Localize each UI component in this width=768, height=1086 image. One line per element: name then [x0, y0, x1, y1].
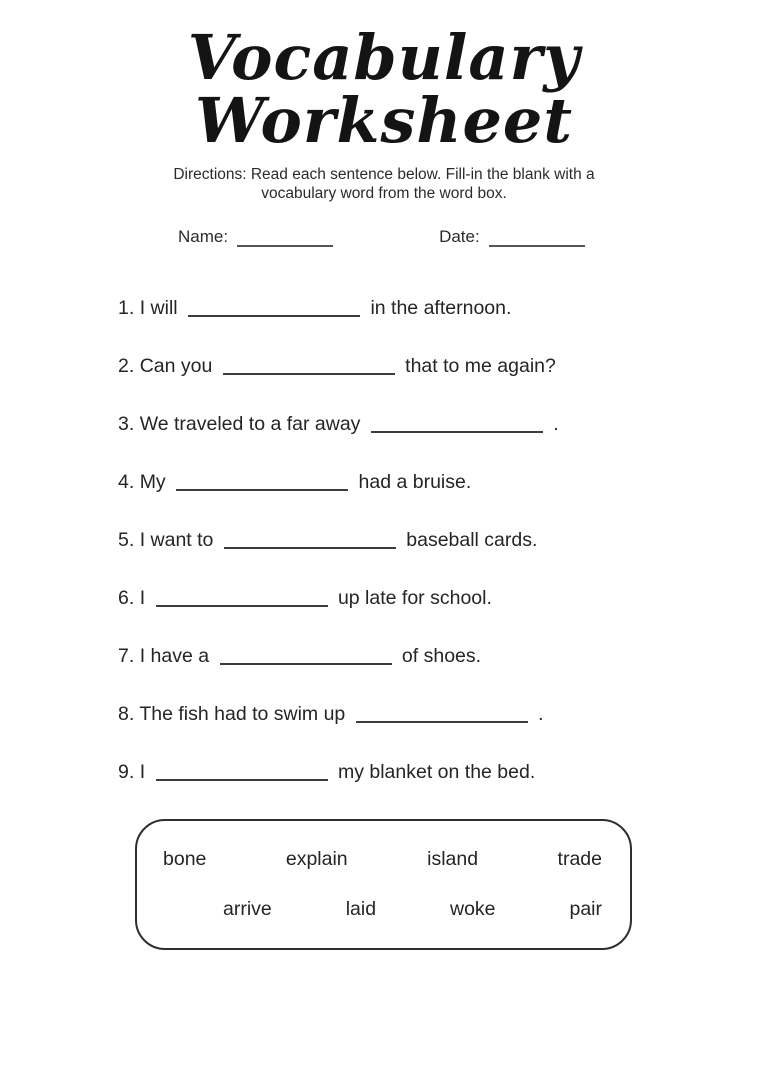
fill-in-blank-5[interactable] [224, 545, 396, 549]
name-date-row [0, 227, 768, 247]
page-title-line1: Vocabulary [187, 21, 581, 94]
sentence-number: 7. [118, 645, 135, 668]
sentence-number: 8. [118, 703, 135, 726]
date-label: Date: [439, 227, 480, 247]
sentence-row-9 [118, 761, 708, 784]
word-box-row-2 [137, 898, 630, 921]
sentence-text-after: . [553, 413, 559, 436]
word-item-trade: trade [557, 848, 602, 871]
sentence-row-8 [118, 703, 708, 726]
fill-in-blank-6[interactable] [156, 603, 328, 607]
sentence-text-before: I will [139, 297, 178, 320]
sentence-text-before: I [139, 761, 146, 784]
sentence-text-before: I want to [139, 529, 214, 552]
sentence-row-5 [118, 529, 708, 552]
word-item-woke: woke [450, 898, 496, 921]
sentence-text-after: that to me again? [405, 355, 556, 378]
sentence-row-3 [118, 413, 708, 436]
sentence-number: 5. [118, 529, 135, 552]
page-title-line2: Worksheet [194, 84, 574, 158]
sentence-text-before: Can you [139, 355, 213, 378]
word-item-bone: bone [163, 848, 207, 871]
sentence-row-4 [118, 471, 708, 494]
sentence-text-after: up late for school. [337, 587, 492, 610]
sentence-text-after: . [538, 703, 544, 726]
sentence-row-6 [118, 587, 708, 610]
name-fill-line[interactable] [237, 230, 333, 247]
sentence-text-after: baseball cards. [406, 529, 538, 552]
word-box [135, 819, 632, 950]
sentence-text-before: We traveled to a far away [139, 413, 361, 436]
sentence-text-after: in the afternoon. [370, 297, 512, 320]
word-item-arrive: arrive [223, 898, 272, 921]
sentence-text-before: The fish had to swim up [139, 703, 346, 726]
word-box-row-1 [137, 848, 630, 871]
name-label: Name: [178, 227, 229, 247]
sentence-text-before: My [139, 471, 166, 494]
sentence-number: 4. [118, 471, 135, 494]
sentence-text-before: I have a [139, 645, 210, 668]
sentence-text-after: had a bruise. [358, 471, 472, 494]
fill-in-blank-8[interactable] [356, 719, 528, 723]
word-item-explain: explain [285, 848, 348, 871]
sentence-text-after: my blanket on the bed. [337, 761, 536, 784]
sentence-row-7 [118, 645, 708, 668]
sentence-number: 3. [118, 413, 135, 436]
fill-in-blank-2[interactable] [223, 371, 395, 375]
word-item-pair: pair [569, 898, 602, 921]
fill-in-blank-9[interactable] [156, 777, 328, 781]
date-fill-line[interactable] [489, 230, 585, 247]
fill-in-blank-7[interactable] [220, 661, 392, 665]
page-title [0, 0, 768, 158]
name-group [178, 227, 333, 247]
date-group [439, 227, 585, 247]
sentence-number: 6. [118, 587, 135, 610]
sentence-text-after: of shoes. [401, 645, 482, 668]
sentence-row-1 [118, 297, 708, 320]
sentence-number: 2. [118, 355, 135, 378]
fill-in-blank-3[interactable] [371, 429, 543, 433]
word-item-laid: laid [345, 898, 377, 921]
sentence-number: 1. [118, 297, 135, 320]
directions-text: Directions: Read each sentence below. Fill-in the blank with a vocabulary word from the word box. [173, 166, 595, 202]
sentence-text-before: I [139, 587, 146, 610]
fill-in-blank-1[interactable] [188, 313, 360, 317]
sentence-number: 9. [118, 761, 135, 784]
sentence-list [0, 297, 768, 784]
sentence-row-2 [118, 355, 708, 378]
fill-in-blank-4[interactable] [176, 487, 348, 491]
word-item-island: island [427, 848, 479, 871]
